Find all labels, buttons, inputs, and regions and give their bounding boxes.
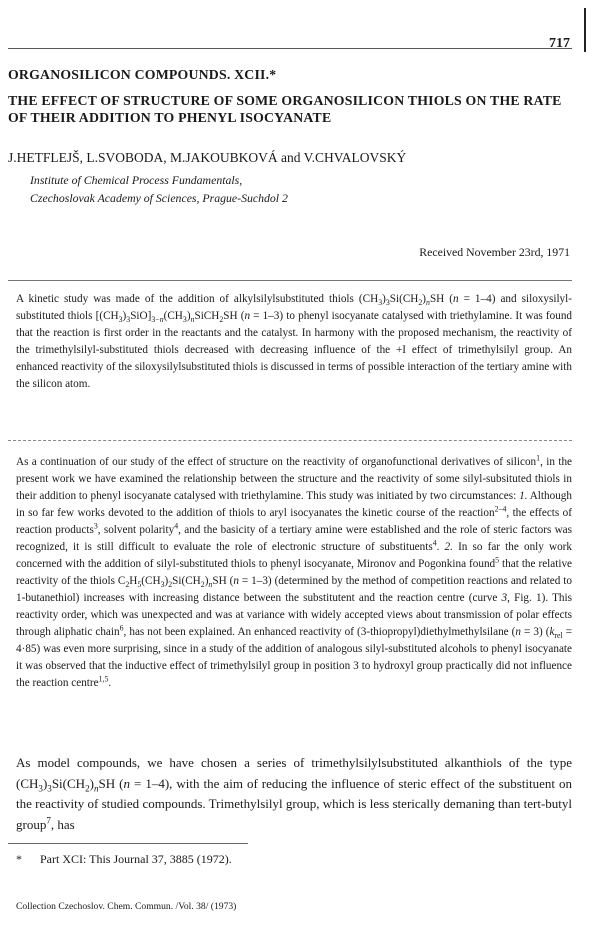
page-number: 717 [549,36,570,51]
footnote-marker: * [16,852,40,866]
journal-footer: Collection Czechoslov. Chem. Commun. /Vol. 38/ (1973) [16,901,237,912]
affiliation-line-2: Czechoslovak Academy of Sciences, Prague-Suchdol 2 [30,191,288,205]
footnote-text: Part XCI: This Journal 37, 3885 (1972). [40,852,232,866]
series-heading: ORGANOSILICON COMPOUNDS. XCII.* [8,67,277,82]
model-compounds-paragraph: As model compounds, we have chosen a series of trimethylsilylsubstituted alkanthiols of the type $(CH_3)_3Si(CH_2)_nSH$ (n = 1–4), with the aim of reducing the influence of steric effect of the substituent on the reactivity of studied compounds. Trimethylsilyl group, which is less sterically demaning than tert-butyl group$^7$, has [16,755,572,832]
author-list: J.HETFLEJŠ, L.SVOBODA, M.JAKOUBKOVÁ and V.CHVALOVSKÝ [8,150,407,165]
abstract-top-rule [8,280,572,281]
abstract: A kinetic study was made of the addition of alkylsilylsubstituted thiols $(CH_3)_3Si(CH_2)_nSH$ (n = 1–4) and siloxysilyl-substituted thiols $[(CH_3)_3SiO]_{3-n}(CH_3)_nSiCH_2SH$ (n = 1–3) to phenyl isocyanate catalysed with triethylamine. It was found that the reaction is first order in the reactants and the catalyst. In harmony with the proposed mechanism, the reactivity of the trimethylsilyl-substituted thiols decreased with decreasing influence of the +I effect of trimethylsilyl group. An enhanced reactivity of the siloxysilylsubstituted thiols is discussed in terms of possible interaction of the tertiary amine with the silicon atom. [16,293,573,390]
affiliation-line-1: Institute of Chemical Process Fundamentals, [30,173,243,187]
margin-mark [584,8,586,52]
introduction-paragraph: As a continuation of our study of the effect of structure on the reactivity of organofunctional derivatives of silicon$^1$, in the present work we have examined the relationship between the structure and the reactivity of some silyl-subsituted thiols in their addition to phenyl isocyanate catalysed with triethylamine. This study was initiated by two circumstances: 1. Although in so far few works devoted to the addition of thiols to aryl isocyanates the kinetic course of the reaction$^{2-4}$, the effects of reaction products$^3$, solvent polarity$^4$, and the basicity of a tertiary amine were established and the role of steric factors was recognized, it is still difficult to evaluate the role of electronic structure of substituents$^4$. 2. In so far the only work concerned with the addition of silyl-substituted thiols to phenyl isocyanate, Mironov and Pogonkina found$^5$ that the relative reactivity of the thiols $C_2H_5(CH_3)_2Si(CH_2)_nSH$ (n = 1–3) (determined by the method of competition reactions and related to 1-butanethiol) increases with increasing distance between the substitutent and the reaction centre (curve 3, Fig. 1). This reactivity order, which was unexpected and was at variance with widely accepted views about transmission of polar effects through aliphatic chain$^6$, has not been explained. An enhanced reactivity of (3-thiopropyl)diethylmethylsilane (n = 3) $(k_{rel} = 4\cdot 85)$ was even more surprising, since in a study of the addition of analogous silyl-substituted alcohols to phenyl isocyanate it was observed that the inductive effect of trimethylsilyl group in position 3 to hydroxyl group practically did not influence the reaction centre$^{1,5}$. [16,453,573,689]
article-title: THE EFFECT OF STRUCTURE OF SOME ORGANOSILICON THIOLS ON THE RATE OF THEIR ADDITION TO PHENYL ISOCYANATE [8,93,562,125]
footnote-rule [8,843,248,844]
header-rule [8,48,572,49]
received-date: Received November 23rd, 1971 [419,245,570,259]
abstract-bottom-rule [8,440,572,441]
footnote [16,852,232,867]
